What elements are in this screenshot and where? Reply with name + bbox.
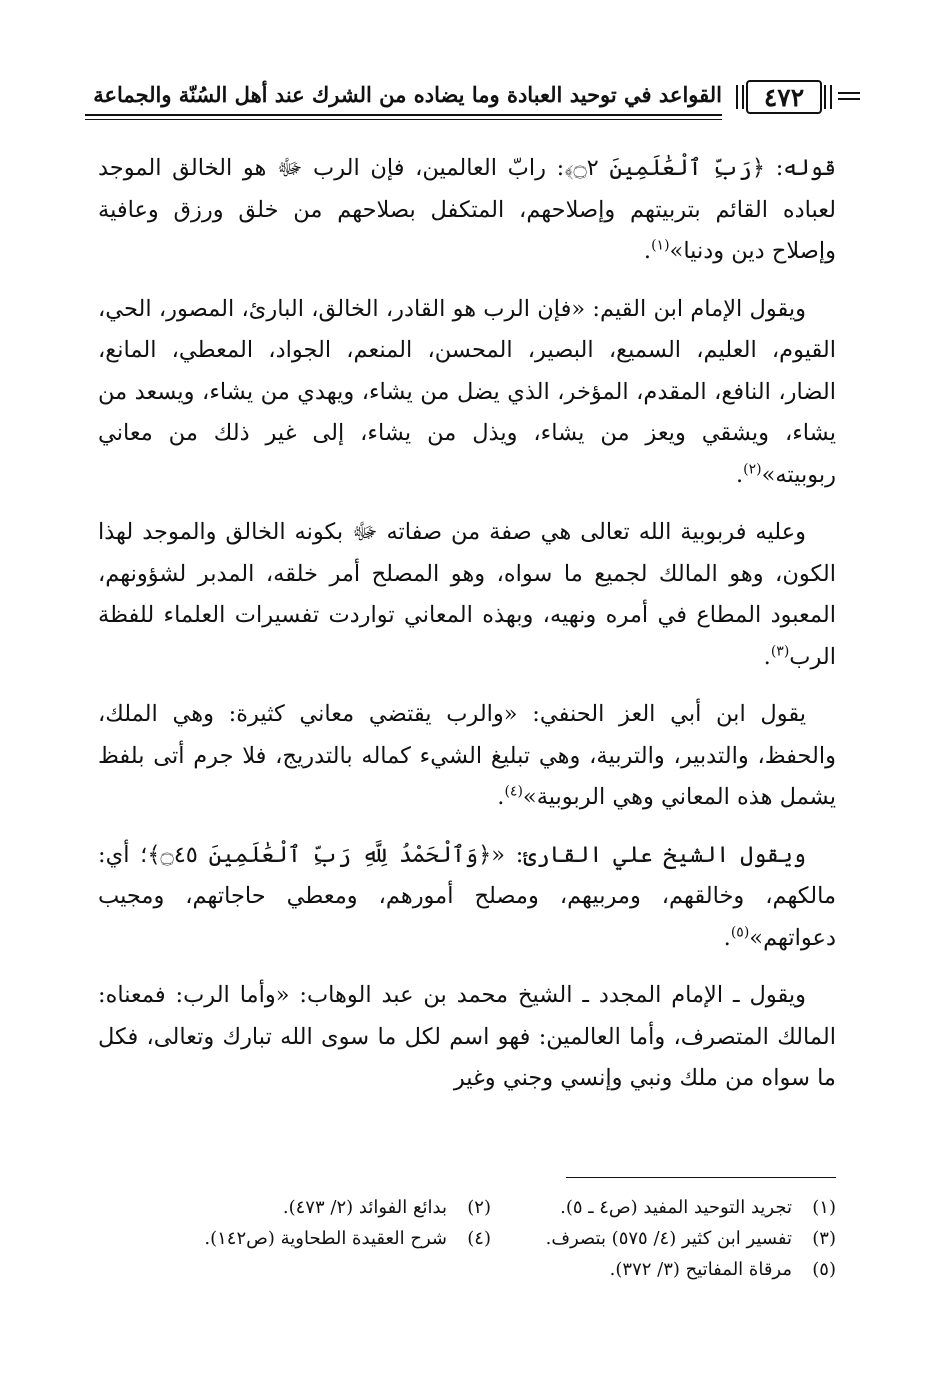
- paragraph: وعليه فربوبية الله تعالى هي صفة من صفاته ﷻ بكونه الخالق والموجد لهذا الكون، وهو المالك لجميع ما سواه، وهو المصلح أمر خلقه، المدبر لشؤونهم، المعبود المطاع في أمره ونهيه، وبهذه المعاني تواردت تفسيرات العلماء للفظة الرب$^{(٣)}$.: [98, 519, 836, 670]
- footnote-item: [491, 1223, 836, 1254]
- footnote-text: تجريد التوحيد المفيد (ص٤ ـ ٥).: [560, 1197, 792, 1218]
- page-number: ٤٧٢: [746, 80, 822, 114]
- footnote-text: بدائع الفوائد (٢/ ٤٧٣).: [282, 1197, 447, 1218]
- paragraph: قوله: ﴿رَبِّ ٱلْعَٰلَمِينَ ۝٢﴾: رابّ العالمين، فإن الرب ﷻ هو الخالق الموجد لعباده القائم بتربيتهم وإصلاحهم، المتكفل بصلاحهم من خلق ورزق وعافية وإصلاح دين ودنيا»$^{(١)}$.: [98, 155, 837, 264]
- footnote-text: مرقاة المفاتيح (٣/ ٣٧٢).: [609, 1259, 792, 1280]
- header-ornament: [838, 98, 860, 100]
- footnote-number: (٢): [467, 1197, 491, 1218]
- paragraph: ويقول الشيخ علي القارئ: «﴿وَٱلْحَمْدُ لِلَّهِ رَبِّ ٱلْعَٰلَمِينَ ۝٤٥﴾؛ أي: مالكهم، وخالقهم، ومربيهم، ومصلح أمورهم، ومعطي حاجاتهم، ومجيب دعواتهم»$^{(٥)}$.: [98, 841, 836, 951]
- footnote-item: [146, 1192, 491, 1223]
- footnote-item: [146, 1223, 491, 1254]
- footnote-separator: [566, 1177, 836, 1178]
- paragraph: يقول ابن أبي العز الحنفي: «والرب يقتضي معاني كثيرة: وهي الملك، والحفظ، والتدبير، والتربية، وهي تبليغ الشيء كماله بالتدريج، فلا جرم أتى بلفظ يشمل هذه المعاني وهي الربوبية»$^{(٤)}$.: [98, 701, 836, 810]
- footnote-ref[interactable]: (٢): [743, 461, 762, 477]
- footnote-number: (٥): [812, 1259, 836, 1280]
- footnote-ref[interactable]: (٥): [730, 924, 750, 940]
- footnote-number: (١): [812, 1197, 836, 1218]
- header-title: القواعد في توحيد العبادة وما يضاده من الشرك عند أهل السُنّة والجماعة: [93, 82, 722, 107]
- footnote-text: تفسير ابن كثير (٤/ ٥٧٥) بتصرف.: [545, 1228, 792, 1249]
- header-rule: [85, 119, 722, 120]
- footnote-text: شرح العقيدة الطحاوية (ص١٤٢).: [204, 1228, 447, 1249]
- footnote-row: [98, 1192, 836, 1223]
- footnote-item: [491, 1254, 836, 1285]
- footnotes: [98, 1192, 836, 1285]
- footnote-row: [98, 1254, 836, 1285]
- running-header: [85, 78, 840, 130]
- footnote-ref[interactable]: (٣): [770, 643, 790, 659]
- paragraph: ويقول ـ الإمام المجدد ـ الشيخ محمد بن عبد الوهاب: «وأما الرب: فمعناه: المالك المتصرف، وأما العالمين: فهو اسم لكل ما سوى الله تبارك وتعالى، فكل ما سواه من ملك ونبي وإنسي وجني وغير: [98, 982, 836, 1091]
- footnote-number: (٤): [467, 1228, 491, 1249]
- header-rule: [85, 114, 722, 116]
- footnote-number: (٣): [812, 1228, 836, 1249]
- header-ornament: [838, 92, 860, 94]
- footnote-row: [98, 1223, 836, 1254]
- main-text: [98, 148, 836, 1116]
- footnote-item: [491, 1192, 836, 1223]
- footnote-ref[interactable]: (٤): [504, 783, 523, 800]
- paragraph: ويقول الإمام ابن القيم: «فإن الرب هو القادر، الخالق، البارئ، المصور، الحي، القيوم، العليم، السميع، البصير، المحسن، المنعم، الجواد، المعطي، المانع، الضار، النافع، المقدم، المؤخر، الذي يضل من يشاء، ويهدي من يشاء، ويسعد من يشاء، ويشقي ويعز من يشاء، ويذل من يشاء، إلى غير ذلك من معاني ربوبيته»$^{(٢)}$.: [98, 295, 836, 488]
- footnote-ref[interactable]: (١): [651, 237, 670, 254]
